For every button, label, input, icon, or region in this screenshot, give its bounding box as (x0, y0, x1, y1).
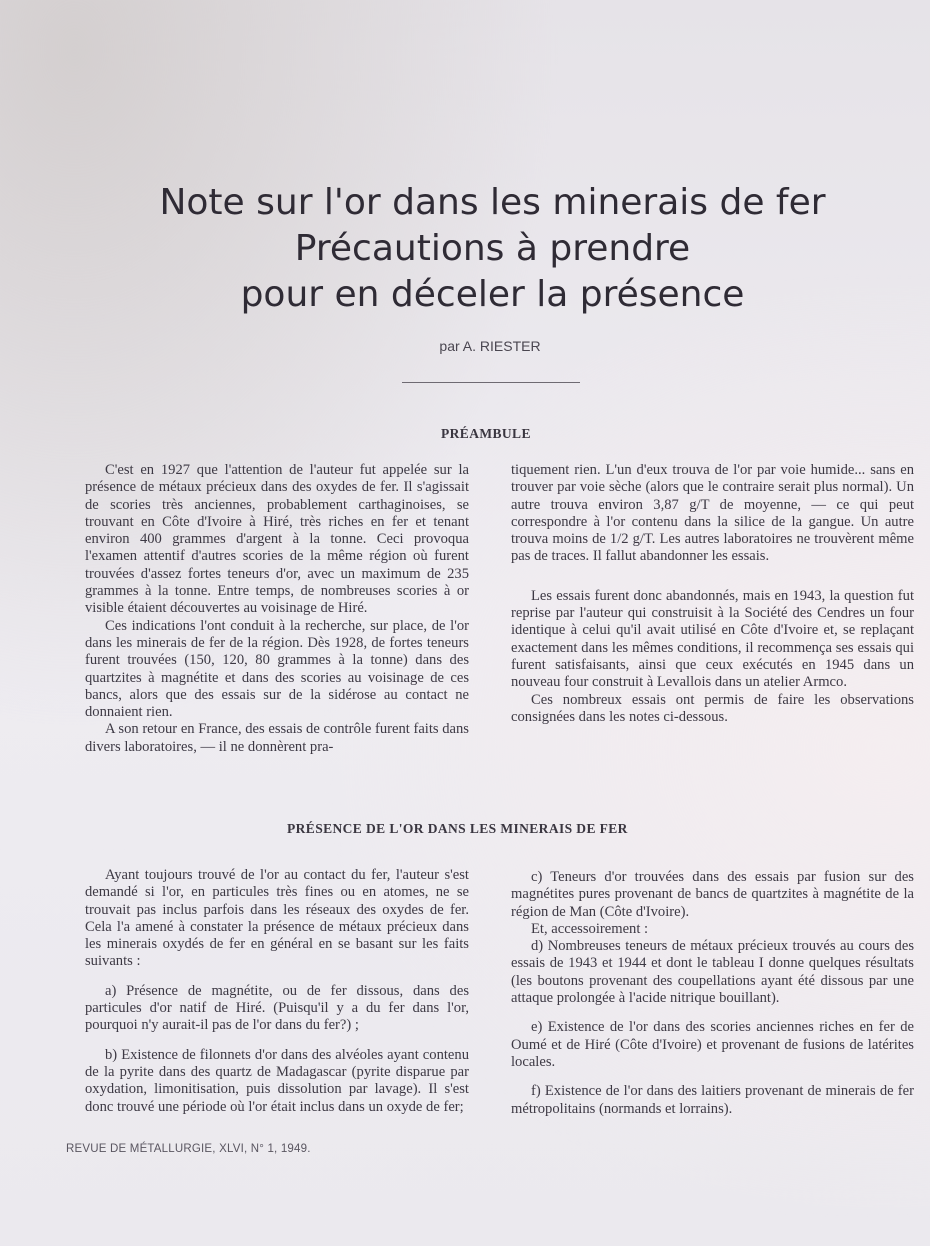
journal-footer: REVUE DE MÉTALLURGIE, XLVI, N° 1, 1949. (66, 1143, 311, 1155)
paragraph: Ces nombreux essais ont permis de faire les observations consignées dans les notes ci-dessous. (511, 691, 914, 725)
presence-heading: PRÉSENCE DE L'OR DANS LES MINERAIS DE FER (287, 821, 628, 836)
paragraph: A son retour en France, des essais de contrôle furent faits dans divers laboratoires, — il ne donnèrent pra- (85, 721, 469, 755)
paragraph: Les essais furent donc abandonnés, mais en 1943, la question fut reprise par l'auteur qui construisit à la Société des Cendres un four identique à celui qu'il avait utilisé en Côte d'Ivoire et, se replaçant exactement dans les mêmes conditions, il recommença ses essais qui furent satisfaisants, ainsi que ceux exécutés en 1945 dans un nouveau four construit à Levallois dans un atelier Armco. (511, 587, 914, 691)
paragraph: Et, accessoirement : (531, 920, 649, 937)
paragraph: Ayant toujours trouvé de l'or au contact du fer, l'auteur s'est demandé si l'or, en particules très fines ou en atomes, ne se trouvait pas inclus parfois dans les réseaux des oxydes de fer. Cela l'a amené à constater la présence de métaux précieux dans les minerais oxydés de fer en général en se basant sur les faits suivants : (85, 867, 469, 970)
preambule-right-column (511, 462, 914, 726)
paragraph: b) Existence de filonnets d'or dans des alvéoles ayant contenu de la pyrite dans des quartz de Madagascar (pyrite disparue par oxydation, limonitisation, puis dissolution par lavage). Il s'est donc trouvé une période où l'or était inclus dans un oxyde de fer; (85, 1046, 469, 1115)
paragraph: tiquement rien. L'un d'eux trouva de l'or par voie humide... sans en trouver par voie sèche (alors que le contraire serait plus normal). Un autre trouva environ 3,87 g/T de moyenne, — ce qui peut correspondre à l'or contenu dans la silice de la gangue. Un autre trouva moins de 1/2 g/T. Les autres laboratoires ne trouvèrent même pas de traces. Il fallut abandonner les essais. (511, 462, 914, 565)
article-title (0, 180, 930, 318)
presence-right-column (511, 869, 914, 1118)
title-divider (402, 382, 580, 383)
presence-left-column (85, 867, 469, 1116)
paragraph: a) Présence de magnétite, ou de fer dissous, dans des particules d'or natif de Hiré. (Puisqu'il y a du fer dans l'or, pourquoi n'y aurait-il pas de l'or dans du fer?) ; (85, 982, 469, 1034)
preambule-heading: PRÉAMBULE (441, 426, 531, 441)
paragraph: e) Existence de l'or dans des scories anciennes riches en fer de Oumé et de Hiré (Côte d'Ivoire) et provenant de fusions de latérites locales. (511, 1019, 914, 1070)
paragraph: c) Teneurs d'or trouvées dans des essais par fusion sur des magnétites pures provenant de bancs de quartzites à magnétite de la région de Man (Côte d'Ivoire). (511, 869, 914, 920)
title-line-1: Note sur l'or dans les minerais de fer (159, 182, 826, 223)
title-line-3: pour en déceler la présence (240, 274, 745, 315)
paragraph: d) Nombreuses teneurs de métaux précieux trouvés au cours des essais de 1943 et 1944 et dont le tableau I donne quelques résultats (les boutons provenant des coupellations ayant été dissous par une attaque prolongée à l'acide nitrique bouillant). (511, 938, 914, 1007)
author-byline: par A. RIESTER (439, 338, 541, 354)
preambule-left-column (85, 462, 469, 756)
paragraph: Ces indications l'ont conduit à la recherche, sur place, de l'or dans les minerais de fer de la région. Dès 1928, de fortes teneurs furent trouvées (150, 120, 80 grammes à la tonne) dans des quartzites à magnétite et dans des scories au voisinage de ces bancs, alors que des essais sur de la sidérose au contact ne donnaient rien. (85, 617, 469, 721)
paragraph: f) Existence de l'or dans des laitiers provenant de minerais de fer métropolitains (normands et lorrains). (511, 1083, 914, 1117)
title-line-2: Précautions à prendre (294, 228, 691, 269)
paragraph: C'est en 1927 que l'attention de l'auteur fut appelée sur la présence de métaux précieux dans des oxydes de fer. Il s'agissait de scories très anciennes, probablement carthaginoises, se trouvant en Côte d'Ivoire à Hiré, très riches en fer et tenant environ 400 grammes d'argent à la tonne. Ceci provoqua l'examen attentif d'autres scories de la même région où furent trouvées d'assez fortes teneurs d'or, avec un maximum de 235 grammes à la tonne. Entre temps, de nombreuses scories à or visible étaient découvertes au voisinage de Hiré. (85, 462, 469, 617)
